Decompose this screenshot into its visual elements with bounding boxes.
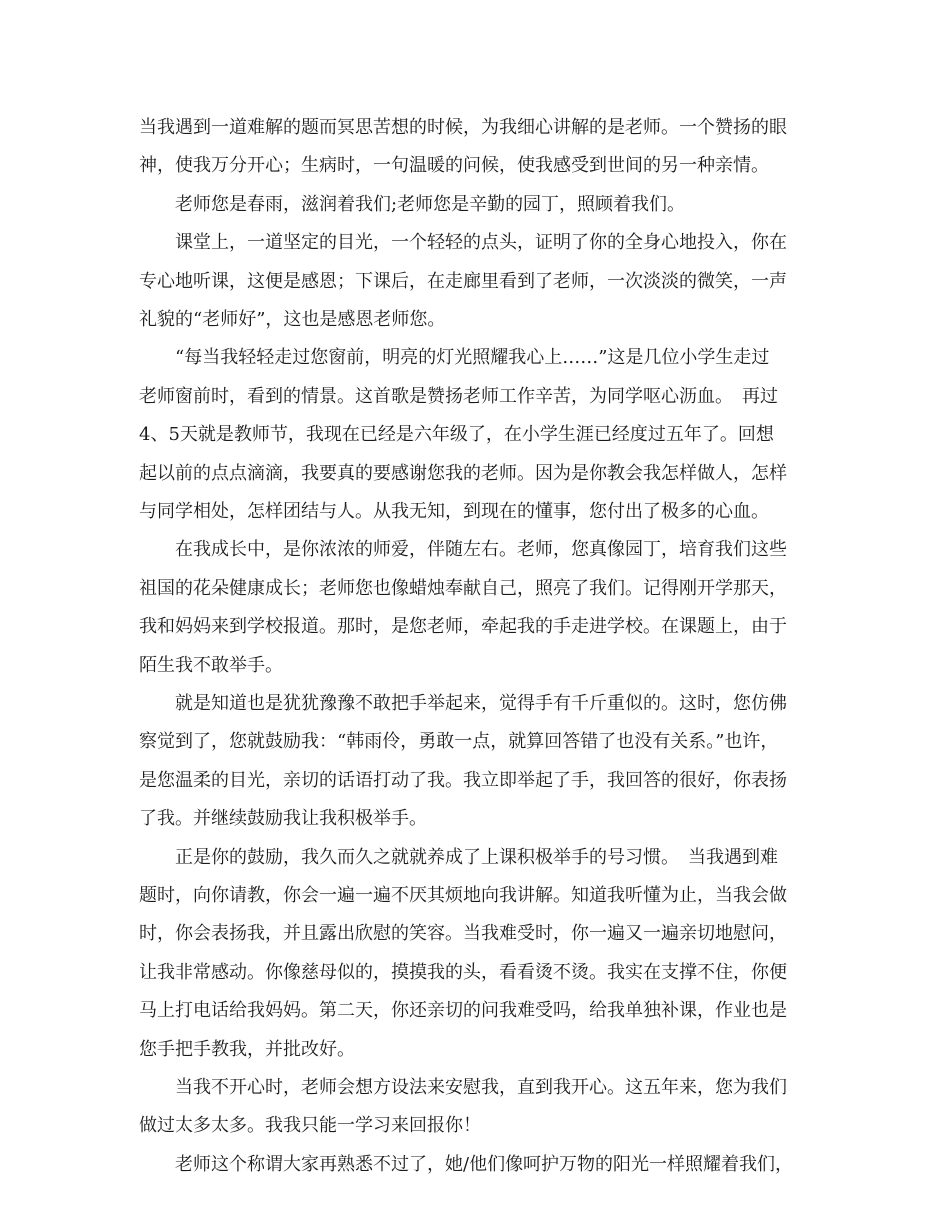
text-line: 老师这个称谓大家再熟悉不过了，她/他们像呵护万物的阳光一样照耀着我们， xyxy=(175,1153,794,1175)
text-line: 做过太多太多。我我只能一学习来回报你！ xyxy=(139,1115,481,1137)
text-line: 神，使我万分开心；生病时，一句温暖的问候，使我感受到世间的另一种亲情。 xyxy=(139,155,769,177)
text-line: 4、5天就是教师节，我现在已经是六年级了，在小学生涯已经度过五年了。回想 xyxy=(139,424,774,446)
text-line: 了我。并继续鼓励我让我积极举手。 xyxy=(139,808,427,830)
text-line: 在我成长中，是你浓浓的师爱，伴随左右。老师，您真像园丁，培育我们这些 xyxy=(175,539,787,561)
text-line: 与同学相处，怎样团结与人。从我无知，到现在的懂事，您付出了极多的心血。 xyxy=(139,501,769,522)
text-line: “每当我轻轻走过您窗前，明亮的灯光照耀我心上……”这是几位小学生走过 xyxy=(175,347,770,369)
text-line: 让我非常感动。你像慈母似的，摸摸我的头，看看烫不烫。我实在支撑不住，你便 xyxy=(139,961,787,983)
text-line: 时，你会表扬我，并且露出欣慰的笑容。当我难受时，你一遍又一遍亲切地慰问， xyxy=(139,923,787,945)
text-line: 就是知道也是犹犹豫豫不敢把手举起来，觉得手有千斤重似的。这时，您仿佛 xyxy=(175,693,787,714)
text-line: 马上打电话给我妈妈。第二天，你还亲切的问我难受吗，给我单独补课，作业也是 xyxy=(139,1000,787,1022)
text-line: 陌生我不敢举手。 xyxy=(139,654,283,676)
text-line: 正是你的鼓励，我久而久之就就养成了上课积极举手的号习惯。 当我遇到难 xyxy=(175,846,778,868)
text-line: 是您温柔的目光，亲切的话语打动了我。我立即举起了手，我回答的很好，你表扬 xyxy=(139,769,787,791)
text-line: 祖国的花朵健康成长；老师您也像蜡烛奉献自己，照亮了我们。记得刚开学那天， xyxy=(139,577,787,599)
text-line: 专心地听课，这便是感恩；下课后，在走廊里看到了老师，一次淡淡的微笑，一声 xyxy=(139,270,787,292)
text-line: 老师窗前时，看到的情景。这首歌是赞扬老师工作辛苦，为同学呕心沥血。 再过 xyxy=(139,385,778,407)
text-line: 当我遇到一道难解的题而冥思苦想的时候，为我细心讲解的是老师。一个赞扬的眼 xyxy=(139,117,787,138)
text-line: 当我不开心时，老师会想方设法来安慰我，直到我开心。这五年来，您为我们 xyxy=(175,1077,787,1098)
text-line: 课堂上，一道坚定的目光，一个轻轻的点头，证明了你的全身心地投入，你在 xyxy=(175,232,787,254)
text-line: 您手把手教我，并批改好。 xyxy=(139,1038,355,1060)
text-line: 老师您是春雨，滋润着我们;老师您是辛勤的园丁，照顾着我们。 xyxy=(175,193,686,215)
text-line: 题时，向你请教，你会一遍一遍不厌其烦地向我讲解。知道我听懂为止，当我会做 xyxy=(139,885,787,906)
text-line: 起以前的点点滴滴，我要真的要感谢您我的老师。因为是你教会我怎样做人，怎样 xyxy=(139,462,787,484)
text-line: 礼貌的“老师好”，这也是感恩老师您。 xyxy=(139,309,446,330)
text-line: 察觉到了，您就鼓励我：“韩雨伶，勇敢一点，就算回答错了也没有关系。”也许， xyxy=(139,731,779,753)
text-line: 我和妈妈来到学校报道。那时，是您老师，牵起我的手走进学校。在课题上，由于 xyxy=(139,616,787,638)
